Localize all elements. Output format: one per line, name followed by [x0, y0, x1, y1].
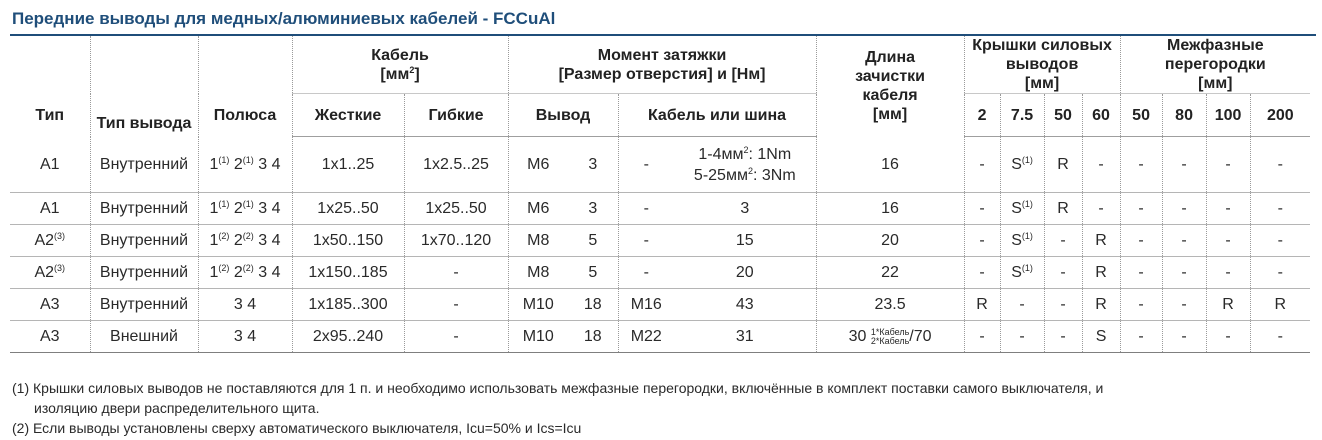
cell-type: A3	[10, 321, 90, 353]
cell-output: Внутренний	[90, 225, 198, 257]
header-cover-size: 50	[1044, 94, 1082, 137]
cell-cover-60: S	[1082, 321, 1120, 353]
cell-barrier-200: -	[1250, 257, 1310, 289]
cell-strip-length: 23.5	[816, 289, 964, 321]
header-torque-title: Момент затяжки	[597, 46, 727, 64]
cell-output: Внешний	[90, 321, 198, 353]
cell-cover-2: -	[964, 257, 1000, 289]
cell-barrier-100: R	[1206, 289, 1250, 321]
cell-cover-50: R	[1044, 193, 1082, 225]
cell-strip-length: 22	[816, 257, 964, 289]
table-row	[10, 321, 1310, 353]
cell-bar-nm: 3	[674, 193, 816, 225]
header-terminal: Вывод	[508, 94, 618, 137]
cell-barrier-80: -	[1162, 225, 1206, 257]
cell-terminal-nm: 5	[568, 257, 618, 289]
cell-flexible: -	[404, 257, 508, 289]
cell-barrier-100: -	[1206, 225, 1250, 257]
cell-type: A2$^{(3)}$	[10, 257, 90, 289]
header-cable	[292, 36, 508, 94]
cell-rigid: 1x1..25	[292, 137, 404, 193]
cell-barrier-200: R	[1250, 289, 1310, 321]
header-cover-size: 2	[964, 94, 1000, 137]
header-output-type: Тип вывода	[90, 36, 198, 137]
cell-cover-75: $S^{(1)}$	[1000, 137, 1044, 193]
cell-type: A3	[10, 289, 90, 321]
cell-barrier-80: -	[1162, 289, 1206, 321]
cell-cover-60: R	[1082, 289, 1120, 321]
cell-rigid: 1x150..185	[292, 257, 404, 289]
header-cable-unit: $[мм^2]$	[380, 64, 420, 83]
cell-barrier-100: -	[1206, 257, 1250, 289]
header-rigid: Жесткие	[292, 94, 404, 137]
cell-bar-nm: 20	[674, 257, 816, 289]
cell-output: Внутренний	[90, 257, 198, 289]
cell-terminal-nm: 3	[568, 193, 618, 225]
table-row	[10, 257, 1310, 289]
cell-bar-nm: 15	[674, 225, 816, 257]
cell-output: Внутренний	[90, 193, 198, 225]
cell-cover-2: R	[964, 289, 1000, 321]
cell-terminal-nm: 18	[568, 289, 618, 321]
header-barrier-size: 100	[1206, 94, 1250, 137]
cell-poles: 1$^{(1)}$ 2$^{(1)}$ 3 4	[198, 137, 292, 193]
cell-poles: 3 4	[198, 289, 292, 321]
footnote: (1) Крышки силовых выводов не поставляются для 1 п. и необходимо использовать межфазные перегородки, включённые в комплект поставки самого выключателя, и	[12, 380, 1104, 396]
header-strip-length: Длина зачистки кабеля [мм]	[816, 36, 964, 137]
cell-cover-2: -	[964, 321, 1000, 353]
cell-barrier-200: -	[1250, 137, 1310, 193]
cell-type: A1	[10, 193, 90, 225]
cell-terminal-size: M6	[508, 193, 568, 225]
cell-poles: 3 4	[198, 321, 292, 353]
cell-type: A1	[10, 137, 90, 193]
cell-cover-60: R	[1082, 257, 1120, 289]
table-row	[10, 289, 1310, 321]
header-torque-sub: [Размер отверстия] и [Нм]	[558, 65, 766, 83]
cell-cover-2: -	[964, 193, 1000, 225]
table-row	[10, 137, 1310, 193]
header-cable-title: Кабель	[371, 46, 429, 64]
cell-flexible: 1x70..120	[404, 225, 508, 257]
cell-cover-2: -	[964, 137, 1000, 193]
header-cover-size: 7.5	[1000, 94, 1044, 137]
cell-strip-length: 16	[816, 193, 964, 225]
header-covers: Крышки силовых выводов [мм]	[964, 36, 1120, 94]
cell-cover-75: $S^{(1)}$	[1000, 225, 1044, 257]
cell-bar-nm: $1-4мм^2$: 1Nm $5-25мм^2$: 3Nm	[674, 137, 816, 193]
cell-rigid: 2x95..240	[292, 321, 404, 353]
cell-rigid: 1x50..150	[292, 225, 404, 257]
cell-barrier-50: -	[1120, 289, 1162, 321]
strip-cable-notes: 1*Кабель 2*Кабель	[870, 326, 910, 346]
cell-barrier-50: -	[1120, 225, 1162, 257]
cell-poles: 1$^{(2)}$ 2$^{(2)}$ 3 4	[198, 225, 292, 257]
cell-cover-50: R	[1044, 137, 1082, 193]
header-type: Тип	[35, 106, 65, 124]
cell-barrier-200: -	[1250, 225, 1310, 257]
table-row	[10, 193, 1310, 225]
cell-bar-size: M16	[618, 289, 674, 321]
cell-cover-75: $S^{(1)}$	[1000, 193, 1044, 225]
cell-terminal-nm: 18	[568, 321, 618, 353]
header-flexible: Гибкие	[404, 94, 508, 137]
cell-bar-size: -	[618, 137, 674, 193]
cell-cover-50: -	[1044, 225, 1082, 257]
cell-rigid: 1x185..300	[292, 289, 404, 321]
footnote: (2) Если выводы установлены сверху автоматического выключателя, Icu=50% и Ics=Icu	[12, 420, 582, 436]
cell-strip-length: 16	[816, 137, 964, 193]
cell-barrier-80: -	[1162, 321, 1206, 353]
cell-barrier-100: -	[1206, 193, 1250, 225]
cell-rigid: 1x25..50	[292, 193, 404, 225]
cell-bar-size: -	[618, 257, 674, 289]
page-title: Передние выводы для медных/алюминиевых кабелей - FCCuAl	[12, 9, 556, 28]
cell-terminal-nm: 5	[568, 225, 618, 257]
cell-strip-length: 30 1*Кабель 2*Кабель /70	[816, 321, 964, 353]
cell-flexible: -	[404, 289, 508, 321]
cell-cover-75: $S^{(1)}$	[1000, 257, 1044, 289]
cell-bar-nm: 31	[674, 321, 816, 353]
cell-terminal-size: M8	[508, 225, 568, 257]
header-barrier-size: 200	[1250, 94, 1310, 137]
cell-strip-length: 20	[816, 225, 964, 257]
cell-flexible: 1x2.5..25	[404, 137, 508, 193]
header-cover-size: 60	[1082, 94, 1120, 137]
cell-barrier-80: -	[1162, 257, 1206, 289]
cell-barrier-50: -	[1120, 193, 1162, 225]
cell-flexible: -	[404, 321, 508, 353]
cell-flexible: 1x25..50	[404, 193, 508, 225]
cell-barrier-80: -	[1162, 193, 1206, 225]
cell-cover-50: -	[1044, 289, 1082, 321]
cell-poles: 1$^{(1)}$ 2$^{(1)}$ 3 4	[198, 193, 292, 225]
cell-terminal-size: M10	[508, 289, 568, 321]
header-torque	[508, 36, 816, 94]
cell-bar-size: M22	[618, 321, 674, 353]
cell-barrier-200: -	[1250, 193, 1310, 225]
cell-cover-50: -	[1044, 321, 1082, 353]
cell-poles: 1$^{(2)}$ 2$^{(2)}$ 3 4	[198, 257, 292, 289]
cell-bar-size: -	[618, 225, 674, 257]
cell-barrier-50: -	[1120, 137, 1162, 193]
cell-cover-75: -	[1000, 289, 1044, 321]
header-barriers: Межфазные перегородки [мм]	[1120, 36, 1310, 94]
cell-cover-60: -	[1082, 137, 1120, 193]
cell-barrier-80: -	[1162, 137, 1206, 193]
cell-barrier-200: -	[1250, 321, 1310, 353]
table-row	[10, 225, 1310, 257]
cell-barrier-50: -	[1120, 257, 1162, 289]
cell-cover-50: -	[1044, 257, 1082, 289]
header-poles: Полюса	[198, 36, 292, 137]
cell-terminal-size: M8	[508, 257, 568, 289]
cell-type: A2$^{(3)}$	[10, 225, 90, 257]
cell-cover-2: -	[964, 225, 1000, 257]
cell-cover-75: -	[1000, 321, 1044, 353]
cell-barrier-50: -	[1120, 321, 1162, 353]
cell-bar-nm: 43	[674, 289, 816, 321]
cell-terminal-size: M10	[508, 321, 568, 353]
cell-terminal-nm: 3	[568, 137, 618, 193]
cell-output: Внутренний	[90, 289, 198, 321]
footnotes	[12, 378, 1103, 438]
header-barrier-size: 50	[1120, 94, 1162, 137]
cell-barrier-100: -	[1206, 321, 1250, 353]
terminals-table	[10, 36, 1310, 353]
cell-output: Внутренний	[90, 137, 198, 193]
header-cable-or-bar: Кабель или шина	[618, 94, 816, 137]
footnote-continuation: изоляцию двери распределительного щита.	[34, 400, 320, 416]
cell-bar-size: -	[618, 193, 674, 225]
cell-terminal-size: M6	[508, 137, 568, 193]
header-barrier-size: 80	[1162, 94, 1206, 137]
cell-cover-60: -	[1082, 193, 1120, 225]
cell-barrier-100: -	[1206, 137, 1250, 193]
cell-cover-60: R	[1082, 225, 1120, 257]
